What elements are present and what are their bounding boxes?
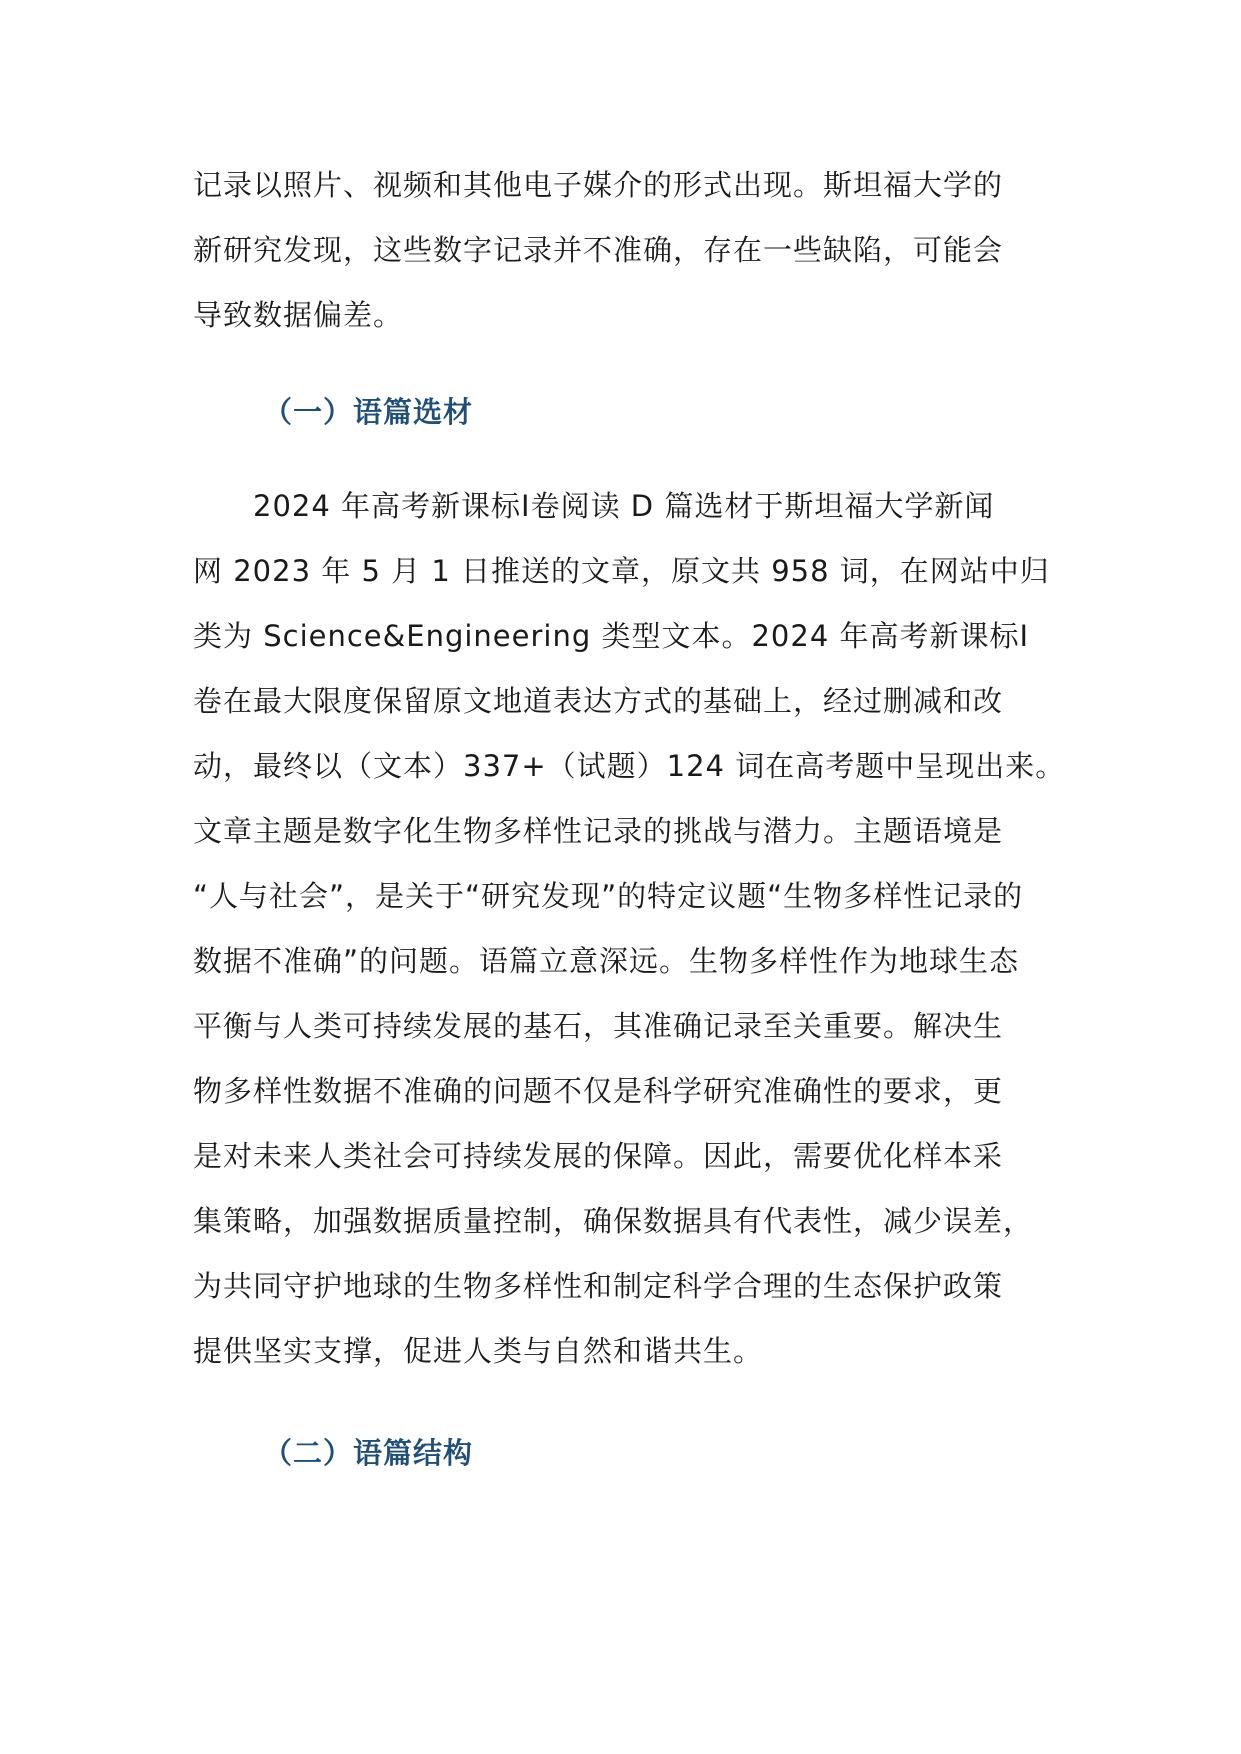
- intro-paragraph: [193, 153, 1073, 348]
- paragraph-line: 提供坚实支撑，促进人类与自然和谐共生。: [193, 1334, 764, 1368]
- paragraph-line: 为共同守护地球的生物多样性和制定科学合理的生态保护政策: [193, 1269, 1004, 1303]
- paragraph-line: 记录以照片、视频和其他电子媒介的形式出现。斯坦福大学的: [193, 168, 1004, 202]
- paragraph-line: 数据不准确”的问题。语篇立意深远。生物多样性作为地球生态: [193, 944, 1020, 978]
- paragraph-line: 物多样性数据不准确的问题不仅是科学研究准确性的要求，更: [193, 1074, 1004, 1108]
- section-heading-text-selection: （一）语篇选材: [263, 395, 474, 429]
- text-selection-paragraph: [193, 474, 1073, 1384]
- paragraph-line: 集策略，加强数据质量控制，确保数据具有代表性，减少误差，: [193, 1204, 1034, 1238]
- paragraph-line: 文章主题是数字化生物多样性记录的挑战与潜力。主题语境是: [193, 814, 1004, 848]
- paragraph-line: 2024 年高考新课标Ⅰ卷阅读 D 篇选材于斯坦福大学新闻: [193, 489, 995, 523]
- paragraph-line: 导致数据偏差。: [193, 298, 404, 332]
- paragraph-line: “人与社会”，是关于“研究发现”的特定议题“生物多样性记录的: [193, 879, 1024, 913]
- paragraph-line: 卷在最大限度保留原文地道表达方式的基础上，经过删减和改: [193, 684, 1004, 718]
- paragraph-line: 网 2023 年 5 月 1 日推送的文章，原文共 958 词，在网站中归: [193, 554, 1050, 588]
- paragraph-line: 动，最终以（文本）337+（试题）124 词在高考题中呈现出来。: [193, 749, 1066, 783]
- paragraph-line: 是对未来人类社会可持续发展的保障。因此，需要优化样本采: [193, 1139, 1004, 1173]
- section-heading-text-structure: （二）语篇结构: [263, 1436, 474, 1470]
- paragraph-line: 平衡与人类可持续发展的基石，其准确记录至关重要。解决生: [193, 1009, 1004, 1043]
- paragraph-line: 类为 Science&Engineering 类型文本。2024 年高考新课标Ⅰ: [193, 619, 1030, 653]
- paragraph-line: 新研究发现，这些数字记录并不准确，存在一些缺陷，可能会: [193, 233, 1004, 267]
